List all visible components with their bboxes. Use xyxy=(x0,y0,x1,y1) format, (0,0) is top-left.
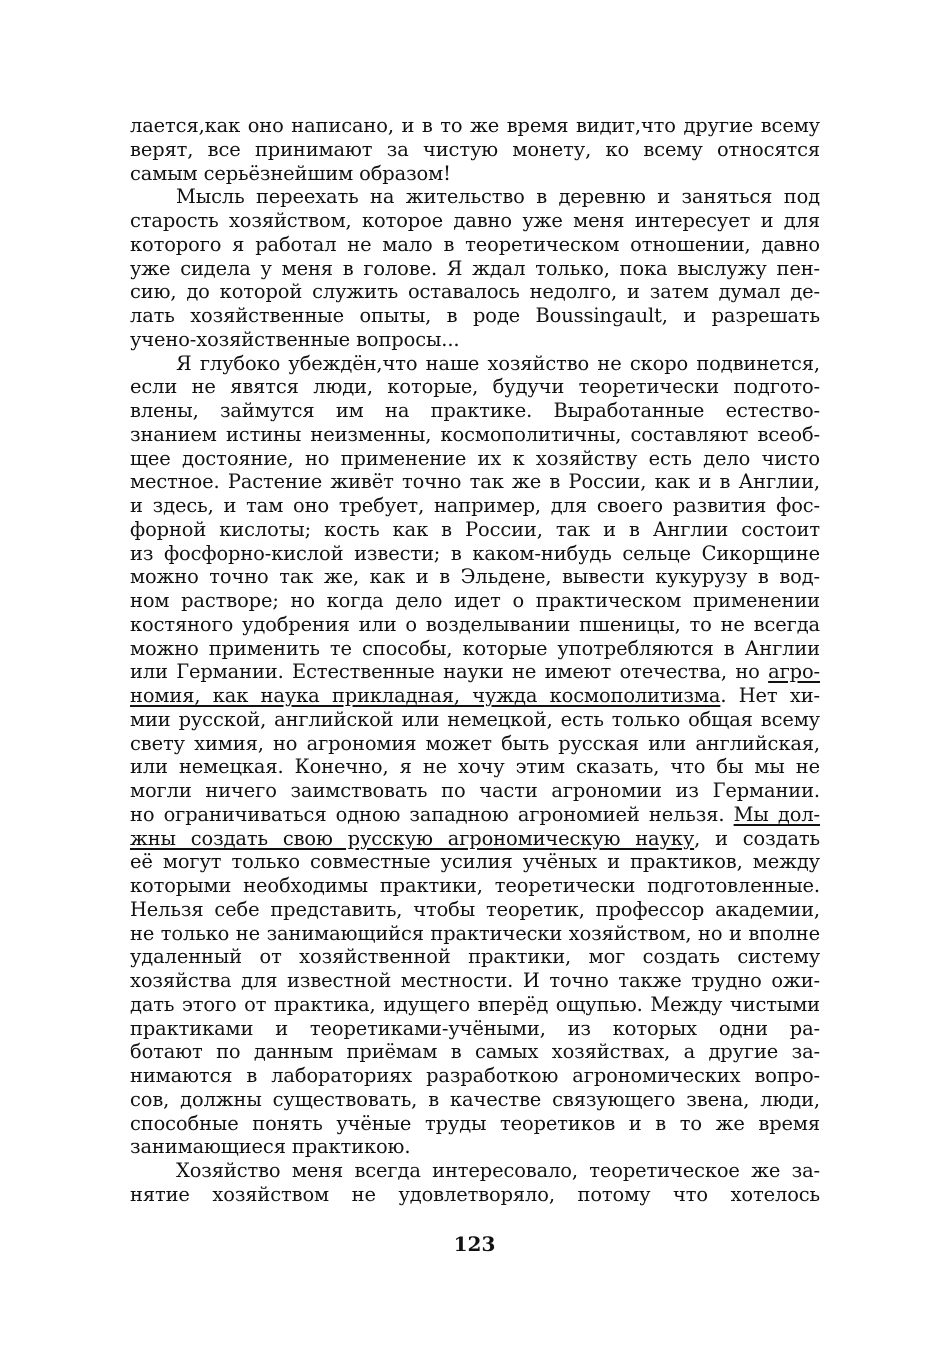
text-line: практиками и теоретиками-учёными, из которых одни ра- xyxy=(130,1016,820,1040)
underlined-passage: номия, как наука прикладная, чужда космополитизма xyxy=(130,684,721,707)
text-line: щее достояние, но применение их к хозяйству есть дело чисто xyxy=(130,446,820,470)
text-line: сию, до которой служить оставалось недолго, и затем думал де- xyxy=(130,280,820,304)
paragraph-start-line: Я глубоко убеждён,что наше хозяйство не скоро подвинется, xyxy=(176,351,820,375)
text-line: костяного удобрения или о возделывании пшеницы, то не всегда xyxy=(130,612,820,636)
text-line: влены, займутся им на практике. Выработанные естество- xyxy=(130,399,820,422)
text-line: мии русской, английской или немецкой, есть только общая всему xyxy=(130,707,820,731)
text-line: ботают по данным приёмам в самых хозяйствах, а другие за- xyxy=(130,1040,820,1064)
text-line: удаленный от хозяйственной практики, мог создать систему xyxy=(130,945,820,969)
text-line: которыми необходимы практики, теоретически подготовленные. xyxy=(130,874,820,897)
text-line: можно точно так же, как и в Эльдене, вывести кукурузу в вод- xyxy=(130,565,820,589)
underlined-passage: агро- xyxy=(768,660,820,684)
text-line: свету химия, но агрономия может быть русская или английская, xyxy=(130,731,820,755)
text-line: которого я работал не мало в теоретическом отношении, давно xyxy=(130,232,820,256)
text-line: могли ничего заимствовать по части агрономии из Германии. xyxy=(130,779,820,802)
text-line: Нельзя себе представить, чтобы теоретик, профессор академии, xyxy=(130,897,820,921)
text-fragment: , и создать xyxy=(694,826,820,850)
paragraph-start-line: Мысль переехать на жительство в деревню и заняться под xyxy=(176,185,820,209)
text-line: не только не занимающийся практически хозяйством, но и вполне xyxy=(130,921,820,945)
text-line: лается,как оно написано, и в то же время видит,что другие всему xyxy=(130,114,820,137)
text-line: или немецкая. Конечно, я не хочу этим сказать, что бы мы не xyxy=(130,755,820,779)
text-line: нимаются в лабораториях разработкою агрономических вопро- xyxy=(130,1064,820,1087)
text-fragment: . Нет хи- xyxy=(720,684,820,707)
text-line xyxy=(130,803,820,827)
text-line: хозяйства для известной местности. И точно также трудно ожи- xyxy=(130,969,820,992)
text-line xyxy=(130,684,820,708)
text-line: уже сидела у меня в голове. Я ждал только, пока выслужу пен- xyxy=(130,256,820,280)
text-line: самым серьёзнейшим образом! xyxy=(130,161,451,185)
text-line: её могут только совместные усилия учёных и практиков, между xyxy=(130,850,820,874)
text-line: способные понять учёные труды теоретиков и в то же время xyxy=(130,1111,820,1135)
underlined-passage: жны создать свою русскую агрономическую науку xyxy=(130,826,695,850)
text-line: и здесь, и там оно требует, например, для своего развития фос- xyxy=(130,494,820,517)
text-line: старость хозяйством, которое давно уже меня интересует и для xyxy=(130,209,820,232)
text-line xyxy=(130,827,820,851)
text-line: сов, должны существовать, в качестве связующего звена, люди, xyxy=(130,1087,820,1111)
text-line: верят, все принимают за чистую монету, ко всему относятся xyxy=(130,137,820,161)
text-line: учено-хозяйственные вопросы... xyxy=(130,327,460,351)
page-number: 123 xyxy=(453,1232,496,1256)
text-line: лать хозяйственные опыты, в роде Boussingault, и разрешать xyxy=(130,304,820,327)
text-line: из фосфорно-кислой извести; в каком-нибудь сельце Сикорщине xyxy=(130,541,820,565)
page-text xyxy=(130,114,820,1207)
text-line xyxy=(130,660,820,684)
paragraph-start-line: Хозяйство меня всегда интересовало, теоретическое же за- xyxy=(176,1159,820,1182)
text-line: нятие хозяйством не удовлетворяло, потому что хотелось xyxy=(130,1182,820,1206)
text-fragment: или Германии. Естественные науки не имеют отечества, но xyxy=(130,660,769,684)
text-fragment: но ограничиваться одною западною агрономией нельзя. xyxy=(130,802,734,826)
text-line: дать этого от практика, идущего вперёд ощупью. Между чистыми xyxy=(130,992,820,1016)
text-line: ном растворе; но когда дело идет о практическом применении xyxy=(130,589,820,612)
text-line: знанием истины неизменны, космополитичны, составляют всеоб- xyxy=(130,422,820,446)
text-line: занимающиеся практикою. xyxy=(130,1135,411,1159)
text-line: если не явятся люди, которые, будучи теоретически подгото- xyxy=(130,375,820,399)
underlined-passage: Мы дол- xyxy=(733,802,820,826)
text-line: можно применить те способы, которые употребляются в Англии xyxy=(130,636,820,660)
text-line: форной кислоты; кость как в России, так и в Англии состоит xyxy=(130,517,820,541)
text-line: местное. Растение живёт точно так же в России, как и в Англии, xyxy=(130,470,820,494)
